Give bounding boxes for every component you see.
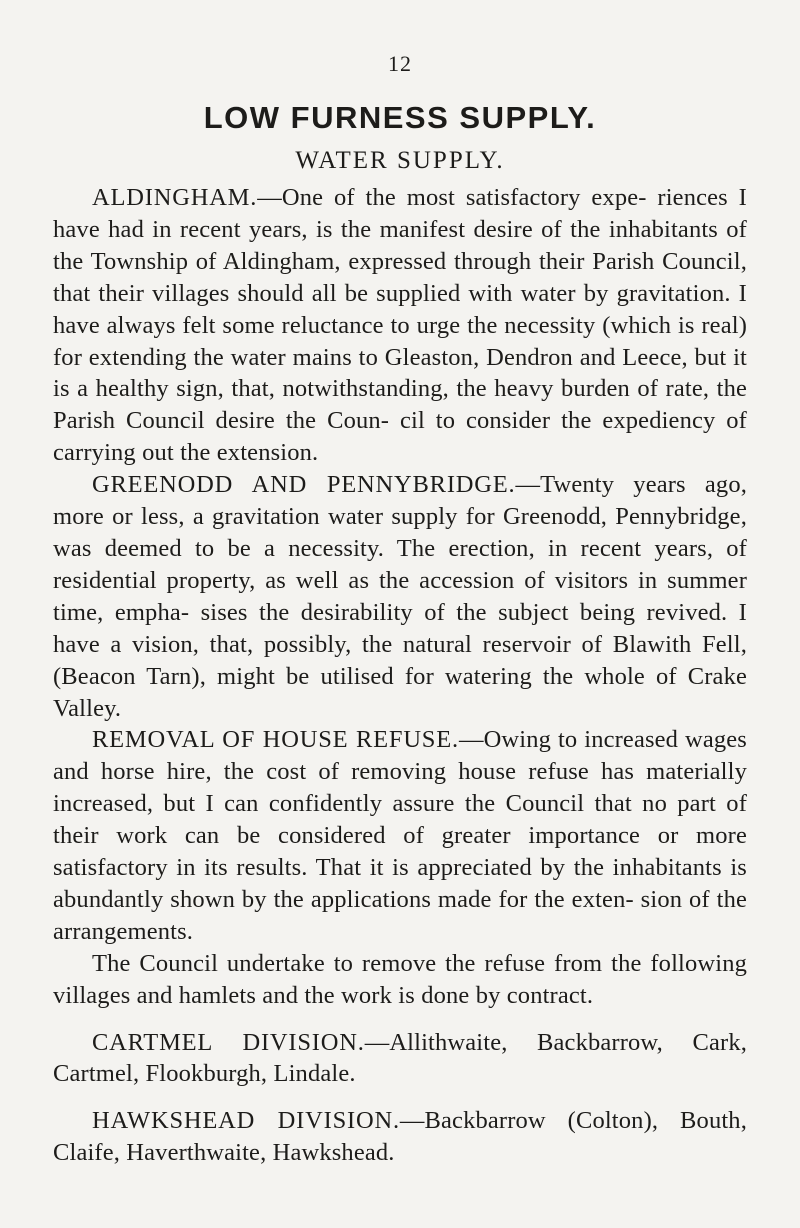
paragraph-text: —Allithwaite, Backbarrow, Cark, Cartmel, Flookburgh, Lindale.	[53, 1028, 747, 1088]
paragraph-heading: ALDINGHAM.	[92, 184, 258, 211]
paragraph-text: The Council undertake to remove the refuse from the following villages and hamlets and the work is done by contract.	[53, 949, 747, 1009]
paragraph-heading: REMOVAL OF HOUSE REFUSE.	[92, 726, 459, 754]
paragraph-text: —Owing to increased wages and horse hire, the cost of removing house refuse has materially increased, but I can confidently assure the Council that no part of their work can be considered of greater importance or more satisfactory in its results. That it is appreciated by the inhabitants is abundantly shown by the applications made for the exten- sion of the arrangements.	[53, 726, 747, 945]
paragraph-text: —One of the most satisfactory expe- riences I have had in recent years, is the manifest desire of the inhabitants of the Township of Aldingham, expressed through their Parish Council, that their villages should all be supplied with water by gravitation. I have always felt some reluctance to urge the necessity (which is real) for extending the water mains to Gleaston, Dendron and Leece, but it is a healthy sign, that, notwithstanding, the heavy burden of rate, the Parish Council desire the Coun- cil to consider the expediency of carrying out the extension.	[53, 184, 747, 467]
paragraph-council-undertake	[53, 948, 747, 1012]
paragraph-heading: GREENODD AND PENNYBRIDGE.	[92, 471, 516, 499]
paragraph-heading: HAWKSHEAD DIVISION.	[92, 1107, 400, 1135]
paragraph-house-refuse	[53, 724, 747, 947]
page-title: LOW FURNESS SUPPLY.	[203, 100, 597, 135]
page-number: 12	[388, 51, 412, 76]
paragraph-cartmel-division	[53, 1027, 747, 1091]
paragraph-aldingham	[53, 182, 747, 469]
paragraph-greenodd-pennybridge	[53, 469, 747, 724]
paragraph-text: —Backbarrow (Colton), Bouth, Claife, Haverthwaite, Hawkshead.	[53, 1107, 747, 1167]
paragraph-text: —Twenty years ago, more or less, a gravitation water supply for Greenodd, Pennybridge, was deemed to be a necessity. The erection, in recent years, of residential property, as well as the accession of visitors in summer time, empha- sises the desirability of the subject being revived. I have a vision, that, possibly, the natural reservoir of Blawith Fell, (Beacon Tarn), might be utilised for watering the whole of Crake Valley.	[53, 471, 747, 722]
section-title: WATER SUPPLY.	[295, 147, 505, 174]
paragraph-heading: CARTMEL DIVISION.	[92, 1028, 365, 1056]
paragraph-hawkshead-division	[53, 1105, 747, 1169]
body-text	[53, 182, 747, 1169]
